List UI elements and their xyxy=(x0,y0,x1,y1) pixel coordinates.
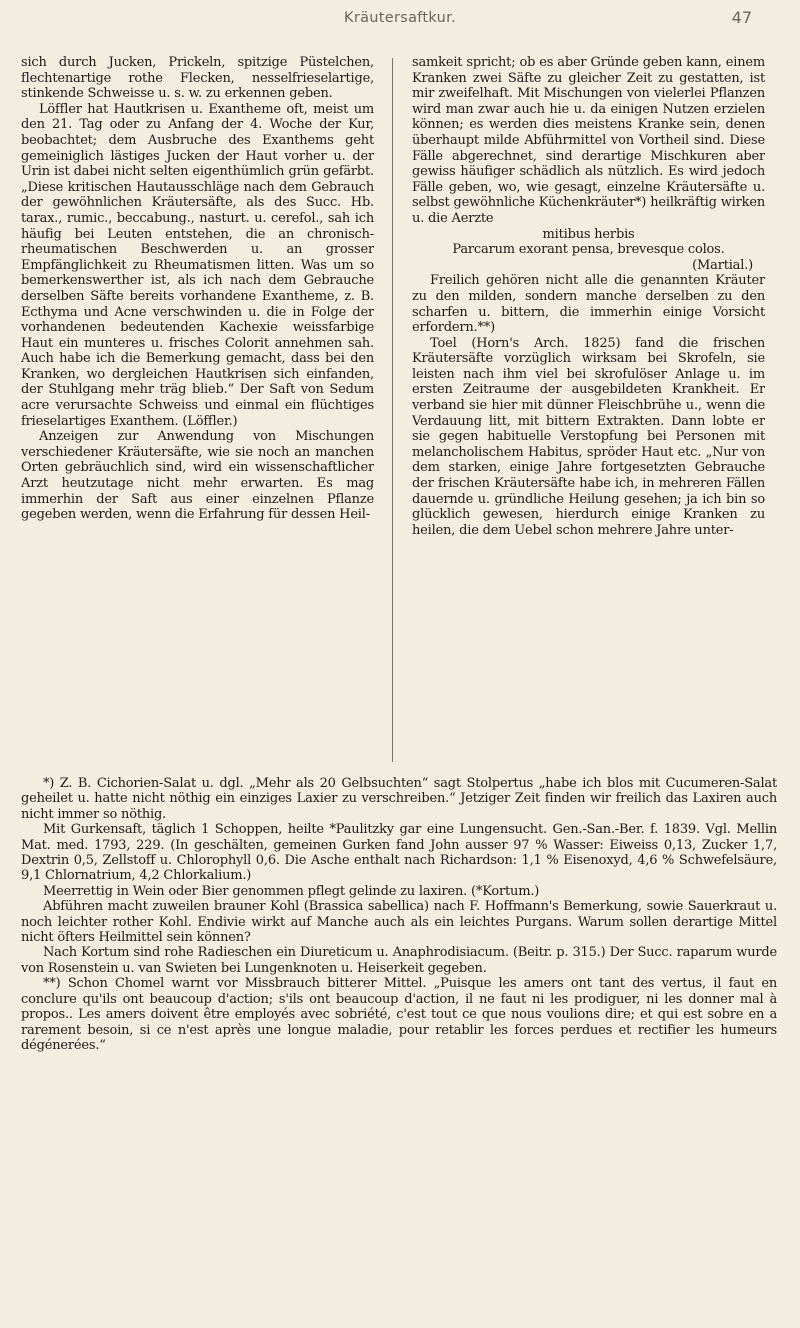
footnote-paragraph: Meerrettig in Wein oder Bier genommen pflegt gelinde zu laxiren. (*Kortum.) xyxy=(43,883,540,899)
verse-line: Parcarum exorant pensa, brevesque colos. xyxy=(452,242,725,258)
paragraph: Löffler hat Hautkrisen u. Exantheme oft, meist um den 21. Tag oder zu Anfang der 4. Woche der Kur, beobachtet; dem Ausbruche des Exanthems geht gemeiniglich lästiges Jucken der Haut vorher u. der Urin ist dabei nicht selten eigenthümlich grün gefärbt. „Diese kritischen Hautausschläge nach dem Gebrauch der gewöhnlichen Kräutersäfte, als des Succ. Hb. tarax., rumic., beccabung., nasturt. u. cerefol., sah ich häufig bei Leuten entstehen, die an chronisch-rheumatischen Beschwerden u. an grosser Empfänglichkeit zu Rheumatismen litten. Was um so bemerkenswerther ist, als ich nach dem Gebrauche derselben Säfte bereits vorhandene Exantheme, z. B. Ecthyma und Acne verschwinden u. die in Folge der vorhandenen bedeutenden Kachexie weissfarbige Haut ein munteres u. frisches Colorit annehmen sah. Auch habe ich die Bemerkung gemacht, dass bei den Kranken, wo dergleichen Hautkrisen sich einfanden, der Stuhlgang mehr träg blieb.“ Der Saft von Sedum acre verursachte Schweiss und einmal ein flüchtiges frieselartiges Exanthem. (Löffler.) xyxy=(21,101,374,429)
page-header xyxy=(0,10,800,36)
verse-attribution: (Martial.) xyxy=(692,257,753,273)
paragraph: Toel (Horn's Arch. 1825) fand die frischen Kräutersäfte vorzüglich wirksam bei Skrofeln, sie leisten nach ihm viel bei skrofulöser Anlage u. im ersten Zeitraume der ausgebildeten Krankheit. Er verband sie hier mit dünner Fleischbrühe u., wenn die Verdauung litt, mit bittern Extrakten. Dann lobte er sie gegen habituelle Verstopfung bei Personen mit melancholischem Habitus, spröder Haut etc. „Nur von dem starken, einige Jahre fortgesetzten Gebrauche der frischen Kräutersäfte habe ich, in mehreren Fällen dauernde u. gründliche Heilung gesehen; ja ich bin so glücklich gewesen, hierdurch einige Kranken zu heilen, die dem Uebel schon mehrere Jahre unter- xyxy=(412,335,765,538)
left-column xyxy=(21,55,374,765)
page-number: 47 xyxy=(731,8,752,27)
running-title: Kräutersaftkur. xyxy=(344,10,456,26)
paragraph: sich durch Jucken, Prickeln, spitzige Püstelchen, flechtenartige rothe Flecken, nesselfrieselartige, stinkende Schweisse u. s. w. zu erkennen geben. xyxy=(21,55,374,102)
column-divider xyxy=(392,58,393,762)
paragraph: samkeit spricht; ob es aber Gründe geben kann, einem Kranken zwei Säfte zu gleicher Zeit zu gestatten, ist mir zweifelhaft. Mit Mischungen von vielerlei Pflanzen wird man zwar auch hie u. da einigen Nutzen erzielen können; es werden dies meistens Kranke sein, denen überhaupt milde Abführmittel von Vortheil sind. Diese Fälle abgerechnet, sind derartige Mischkuren aber gewiss häufiger schädlich als nützlich. Es wird jedoch Fälle geben, wo, wie gesagt, einzelne Kräutersäfte u. selbst gewöhnliche Küchenkräuter*) heilkräftig wirken u. die Aerzte xyxy=(412,55,765,226)
footnote-paragraph: Abführen macht zuweilen brauner Kohl (Brassica sabellica) nach F. Hoffmann's Bemerkung, sowie Sauerkraut u. noch leichter rother Kohl. Endivie wirkt auf Manche auch als ein leichtes Purgans. Warum sollen derartige Mittel nicht öfters Heilmittel sein können? xyxy=(21,899,777,946)
footnote-paragraph: Nach Kortum sind rohe Radieschen ein Diureticum u. Anaphrodisiacum. (Beitr. p. 315.) Der Succ. raparum wurde von Rosenstein u. van Swieten bei Lungenknoten u. Heiserkeit gegeben. xyxy=(21,945,777,976)
paragraph: Freilich gehören nicht alle die genannten Kräuter zu den milden, sondern manche derselben zu den scharfen u. bittern, die immerhin einige Vorsicht erfordern.**) xyxy=(412,273,765,336)
right-column xyxy=(412,55,765,765)
paragraph: Anzeigen zur Anwendung von Mischungen verschiedener Kräutersäfte, wie sie noch an manchen Orten gebräuchlich sind, wird ein wissenschaftlicher Arzt heutzutage nicht mehr erwarten. Es mag immerhin der Saft aus einer einzelnen Pflanze gegeben werden, wenn die Erfahrung für dessen Heil- xyxy=(21,429,374,523)
verse-line: mitibus herbis xyxy=(542,226,635,242)
footnote: **) Schon Chomel warnt vor Missbrauch bitterer Mittel. „Puisque les amers ont tant des vertus, il faut en conclure qu'ils ont beaucoup d'action; s'ils ont beaucoup d'action, il ne faut ni les prodiguer, ni les donner mal à propos.. Les amers doivent être employés avec sobriété, c'est tout ce que nous voulions dire; et qui est sobre en a rarement besoin, si ce n'est après une longue maladie, pour retablir les forces perdues et rectifier les humeurs dégénerées.“ xyxy=(21,976,777,1053)
footnotes xyxy=(21,776,777,1306)
footnote-paragraph: Mit Gurkensaft, täglich 1 Schoppen, heilte *Paulitzky gar eine Lungensucht. Gen.-San.-Ber. f. 1839. Vgl. Mellin Mat. med. 1793, 229. (In geschälten, gemeinen Gurken fand John ausser 97 % Wasser: Eiweiss 0,13, Zucker 1,7, Dextrin 0,5, Zellstoff u. Chlorophyll 0,6. Die Asche enthalt nach Richardson: 1,1 % Eisenoxyd, 4,6 % Schwefelsäure, 9,1 Chlornatrium, 4,2 Chlorkalium.) xyxy=(21,822,777,884)
footnote: *) Z. B. Cichorien-Salat u. dgl. „Mehr als 20 Gelbsuchten“ sagt Stolpertus „habe ich blos mit Cucumeren-Salat geheilet u. hatte nicht nöthig ein einziges Laxier zu verschreiben.“ Jetziger Zeit finden wir freilich das Laxiren auch nicht immer so nöthig. xyxy=(21,776,777,822)
